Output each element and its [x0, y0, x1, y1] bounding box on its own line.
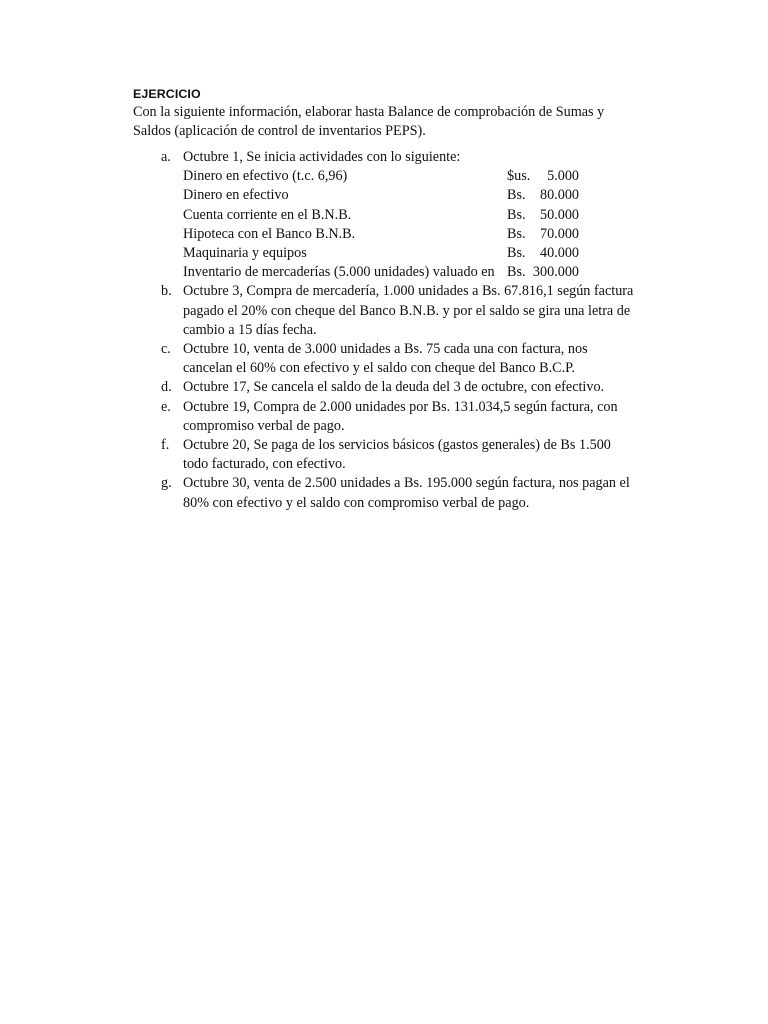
amount-value: 40.000 [539, 244, 579, 261]
item-text-line: 80% con efectivo y el saldo con compromiso verbal de pago. [183, 494, 530, 511]
list-item-d [133, 378, 643, 397]
item-text-line: Octubre 20, Se paga de los servicios básicos (gastos generales) de Bs 1.500 [183, 436, 611, 453]
list-marker: d. [161, 379, 172, 396]
opening-balance-row [183, 206, 643, 225]
list-marker: g. [161, 475, 172, 492]
opening-balance-row [183, 263, 643, 282]
item-text-line: cambio a 15 días fecha. [183, 321, 317, 338]
opening-balance-row [183, 167, 643, 186]
list-item-f [133, 436, 643, 474]
account-label: Maquinaria y equipos [183, 244, 307, 261]
list-marker: e. [161, 398, 171, 415]
intro-line: Saldos (aplicación de control de inventarios PEPS). [133, 123, 426, 140]
list-marker: f. [161, 436, 170, 453]
item-text-line: cancelan el 60% con efectivo y el saldo con cheque del Banco B.C.P. [183, 360, 575, 377]
currency-label: Bs. [507, 264, 526, 281]
item-text-line: Octubre 17, Se cancela el saldo de la deuda del 3 de octubre, con efectivo. [183, 379, 605, 396]
opening-balance-row [183, 244, 643, 263]
list-item-e [133, 398, 643, 436]
account-label: Cuenta corriente en el B.N.B. [183, 206, 352, 223]
intro-line: Con la siguiente información, elaborar hasta Balance de comprobación de Sumas y [133, 104, 605, 120]
amount-value: 50.000 [539, 206, 579, 223]
item-text-line: compromiso verbal de pago. [183, 417, 345, 434]
currency-label: Bs. [507, 187, 526, 204]
list-marker: a. [161, 149, 171, 165]
account-label: Dinero en efectivo [183, 187, 289, 204]
item-text-line: Octubre 19, Compra de 2.000 unidades por Bs. 131.034,5 según factura, con [183, 398, 618, 415]
list-marker: c. [161, 340, 171, 357]
amount-value: 70.000 [539, 225, 579, 242]
item-text-line: pagado el 20% con cheque del Banco B.N.B. y por el saldo se gira una letra de [183, 302, 631, 319]
amount-value: 80.000 [539, 187, 579, 204]
item-text-line: Octubre 1, Se inicia actividades con lo siguiente: [183, 149, 461, 165]
opening-balance-row [183, 225, 643, 244]
exercise-heading: EJERCICIO [133, 87, 201, 101]
account-label: Dinero en efectivo (t.c. 6,96) [183, 168, 348, 185]
currency-label: $us. [507, 168, 531, 185]
item-text-line: Octubre 30, venta de 2.500 unidades a Bs. 195.000 según factura, nos pagan el [183, 475, 630, 492]
currency-label: Bs. [507, 225, 526, 242]
account-label: Inventario de mercaderías (5.000 unidades) valuado en [183, 264, 495, 281]
list-marker: b. [161, 283, 172, 300]
item-text-line: Octubre 3, Compra de mercadería, 1.000 unidades a Bs. 67.816,1 según factura [183, 283, 634, 300]
amount-value: 300.000 [532, 264, 579, 281]
list-item-b [133, 282, 643, 340]
item-text-line: Octubre 10, venta de 3.000 unidades a Bs. 75 cada una con factura, nos [183, 340, 588, 357]
account-label: Hipoteca con el Banco B.N.B. [183, 225, 356, 242]
transaction-list [133, 148, 643, 513]
list-item-g [133, 474, 643, 512]
amount-value: 5.000 [547, 168, 579, 185]
currency-label: Bs. [507, 244, 526, 261]
list-item-c [133, 340, 643, 378]
item-text-line: todo facturado, con efectivo. [183, 456, 346, 473]
opening-balance-row [183, 186, 643, 205]
intro-paragraph [133, 103, 623, 141]
currency-label: Bs. [507, 206, 526, 223]
list-item-a [133, 148, 643, 282]
